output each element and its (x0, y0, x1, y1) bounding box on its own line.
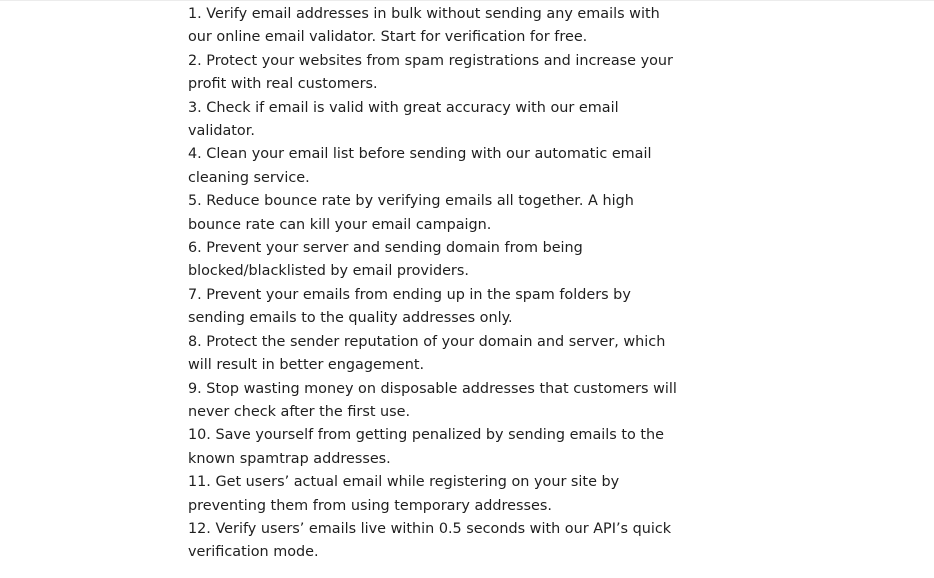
list-item-line: 10. Save yourself from getting penalized by sending emails to the (188, 427, 664, 444)
list-item-line: will result in better engagement. (188, 357, 425, 374)
list-item (188, 97, 658, 144)
list-item (188, 424, 664, 471)
list-item-line: 4. Clean your email list before sending with our automatic email (188, 146, 652, 163)
list-item-line: our online email validator. Start for verification for free. (188, 29, 588, 46)
list-item-line: 5. Reduce bounce rate by verifying emails all together. A high (188, 193, 634, 210)
list-item (188, 3, 658, 50)
list-item-line: known spamtrap addresses. (188, 450, 391, 467)
list-item-line: 3. Check if email is valid with great accuracy with our email (188, 99, 619, 116)
article-content (188, 3, 677, 565)
list-item-line: 8. Protect the sender reputation of your domain and server, which (188, 333, 666, 350)
list-item-line: sending emails to the quality addresses only. (188, 310, 513, 327)
list-item-line: 2. Protect your websites from spam registrations and increase your (188, 52, 673, 69)
list-item-line: bounce rate can kill your email campaign. (188, 216, 492, 233)
list-item-line: profit with real customers. (188, 76, 378, 93)
list-item (188, 471, 658, 518)
list-item-line: 6. Prevent your server and sending domain from being (188, 240, 583, 257)
list-item (188, 143, 658, 190)
list-item (188, 237, 658, 284)
list-item (188, 50, 673, 97)
list-item-line: cleaning service. (188, 169, 310, 186)
list-item (188, 284, 658, 331)
list-item-line: 9. Stop wasting money on disposable addresses that customers will (188, 380, 677, 397)
top-divider (0, 0, 934, 1)
list-item-line: 7. Prevent your emails from ending up in the spam folders by (188, 286, 631, 303)
list-item-line: 1. Verify email addresses in bulk without sending any emails with (188, 6, 660, 22)
list-item-line: verification mode. (188, 544, 319, 561)
list-item (188, 518, 672, 565)
list-item-line: never check after the first use. (188, 403, 411, 420)
list-item (188, 378, 677, 425)
list-item-line: preventing them from using temporary addresses. (188, 497, 552, 514)
benefit-list (188, 3, 677, 565)
list-item-line: validator. (188, 123, 255, 140)
list-item-line: blocked/blacklisted by email providers. (188, 263, 469, 280)
list-item-line: 12. Verify users’ emails live within 0.5 seconds with our API’s quick (188, 520, 672, 537)
list-item-line: 11. Get users’ actual email while registering on your site by (188, 474, 620, 491)
list-item (188, 190, 658, 237)
list-item (188, 331, 666, 378)
